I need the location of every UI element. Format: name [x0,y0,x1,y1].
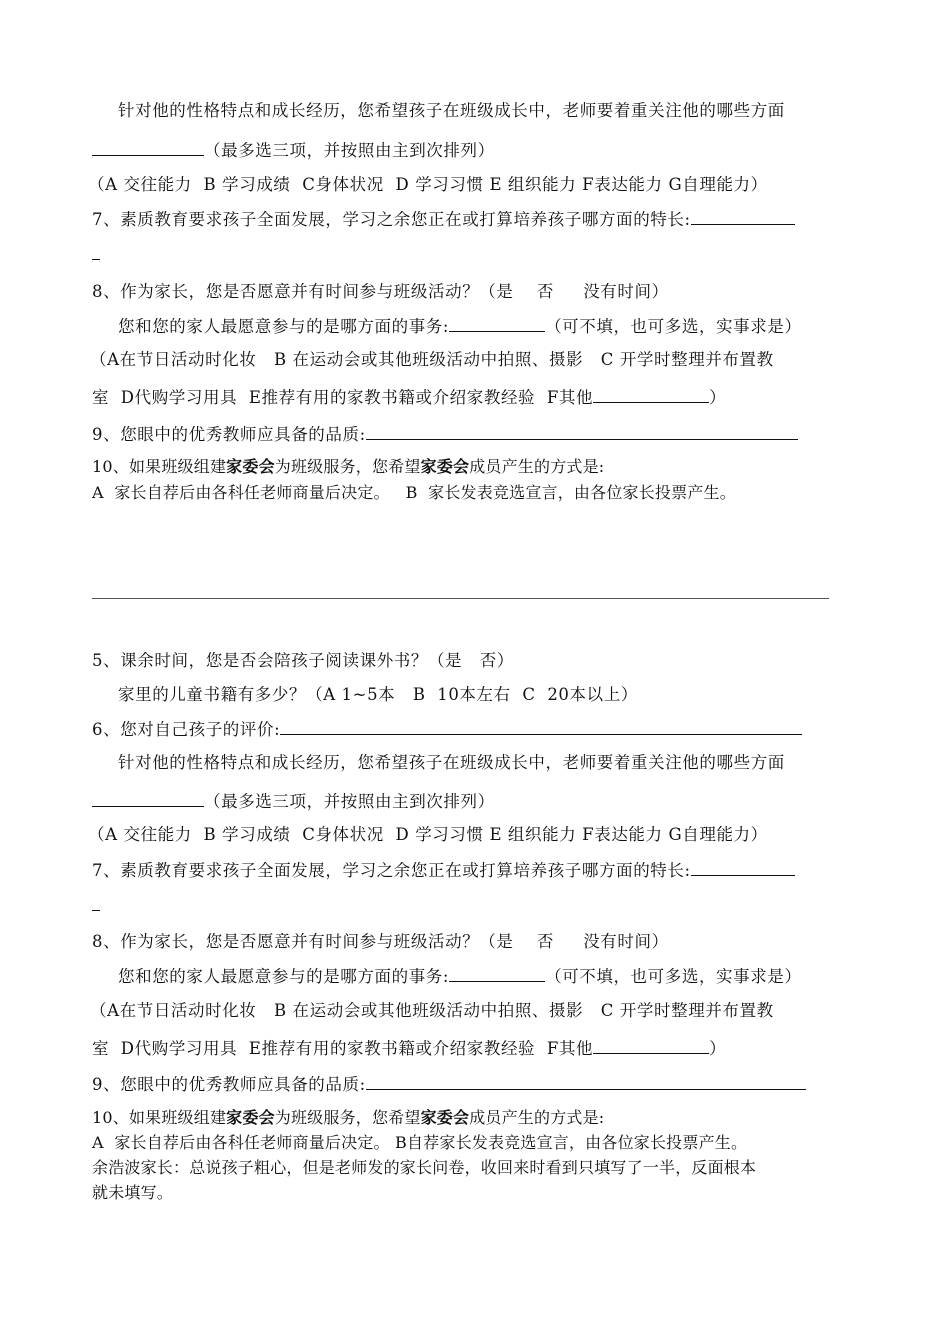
answer-blank[interactable] [280,719,802,735]
q5-question: 5、课余时间，您是否会陪孩子阅读课外书？（是 否） [92,651,514,670]
q9-question: 9、您眼中的优秀教师应具备的品质: [92,425,366,444]
q7-question: 7、素质教育要求孩子全面发展，学习之余您正在或打算培养孩子哪方面的特长: [92,861,691,880]
q8-options-line1: （A在节日活动时化妆 B 在运动会或其他班级活动中拍照、摄影 C 开学时整理并布置教 [90,350,774,369]
q8-options-close: ） [709,388,727,407]
q6-focus-options: （A 交往能力 B 学习成绩 C身体状况 D 学习习惯 E 组织能力 F表达能力 G自理能力） [88,175,768,194]
answer-blank[interactable] [593,1038,709,1054]
q10-bold-term: 家委会 [420,457,470,476]
answer-blank[interactable] [593,387,709,403]
section-divider [92,598,829,599]
q7-line [92,209,795,230]
answer-blank[interactable] [691,860,795,876]
q10-bold-term: 家委会 [420,1108,470,1127]
answer-blank[interactable] [92,895,100,911]
q10-text-c: 成员产生的方式是: [469,457,605,476]
q8-options-line2 [92,1038,726,1059]
q9-question: 9、您眼中的优秀教师应具备的品质: [92,1075,366,1094]
answer-blank[interactable] [92,791,204,807]
note-line-2: 就未填写。 [92,1183,174,1202]
answer-blank[interactable] [691,209,795,225]
q10-bold-term: 家委会 [226,457,275,476]
q7-line [92,860,795,881]
q8-question: 8、作为家长，您是否愿意并有时间参与班级活动？（是 否 没有时间） [92,932,669,951]
q7-question: 7、素质教育要求孩子全面发展，学习之余您正在或打算培养孩子哪方面的特长: [92,210,691,229]
q10-text-a: 10、如果班级组建 [92,1108,227,1127]
q7-continuation [92,244,100,265]
q7-continuation [92,895,100,916]
answer-blank[interactable] [449,966,545,982]
answer-blank[interactable] [92,140,204,156]
q10-question [92,1108,604,1128]
q8-options-text: 室 D代购学习用具 E推荐有用的家教书籍或介绍家教经验 F其他 [92,388,594,407]
answer-blank[interactable] [449,316,545,332]
q8-question: 8、作为家长，您是否愿意并有时间参与班级活动？（是 否 没有时间） [92,282,669,301]
q8-participation-question: 您和您的家人最愿意参与的是哪方面的事务: [118,317,450,336]
q8-participation-note: （可不填，也可多选，实事求是） [545,317,802,336]
q8-options-line2 [92,387,726,408]
q5-books-question: 家里的儿童书籍有多少？（A 1~5本 B 10本左右 C 20本以上） [118,685,638,704]
q8-participation-line [118,316,802,337]
q8-participation-note: （可不填，也可多选，实事求是） [545,967,802,986]
q8-participation-line [118,966,802,987]
answer-blank[interactable] [92,244,100,260]
q6-question: 6、您对自己孩子的评价: [92,720,281,739]
q6-focus-options: （A 交往能力 B 学习成绩 C身体状况 D 学习习惯 E 组织能力 F表达能力 G自理能力） [88,825,768,844]
q10-bold-term: 家委会 [226,1108,275,1127]
q6-focus-question: 针对他的性格特点和成长经历，您希望孩子在班级成长中，老师要着重关注他的哪些方面 [118,101,785,120]
q8-participation-question: 您和您的家人最愿意参与的是哪方面的事务: [118,967,450,986]
q6-focus-question: 针对他的性格特点和成长经历，您希望孩子在班级成长中，老师要着重关注他的哪些方面 [118,753,785,772]
q6-focus-instruction: （最多选三项，并按照由主到次排列） [204,792,495,811]
q10-question [92,457,604,477]
q10-text-a: 10、如果班级组建 [92,457,227,476]
q6-line [92,719,802,740]
q6-focus-answer-line [92,140,495,161]
q10-text-b: 为班级服务，您希望 [274,457,421,476]
answer-blank[interactable] [366,424,798,440]
q9-line [92,424,798,445]
q8-options-close: ） [709,1039,727,1058]
q8-options-line1: （A在节日活动时化妆 B 在运动会或其他班级活动中拍照、摄影 C 开学时整理并布置教 [90,1001,774,1020]
answer-blank[interactable] [366,1074,806,1090]
q6-focus-instruction: （最多选三项，并按照由主到次排列） [204,141,495,160]
q9-line [92,1074,806,1095]
q10-text-b: 为班级服务，您希望 [274,1108,421,1127]
q6-focus-answer-line [92,791,495,812]
q10-text-c: 成员产生的方式是: [469,1108,605,1127]
q10-options: A 家长自荐后由各科任老师商量后决定。 B自荐家长发表竞选宣言，由各位家长投票产生。 [92,1133,748,1152]
q8-options-text: 室 D代购学习用具 E推荐有用的家教书籍或介绍家教经验 F其他 [92,1039,594,1058]
q10-options: A 家长自荐后由各科任老师商量后决定。 B 家长发表竞选宣言，由各位家长投票产生。 [92,483,736,502]
note-line-1: 余浩波家长：总说孩子粗心，但是老师发的家长问卷，收回来时看到只填写了一半，反面根本 [92,1158,757,1177]
